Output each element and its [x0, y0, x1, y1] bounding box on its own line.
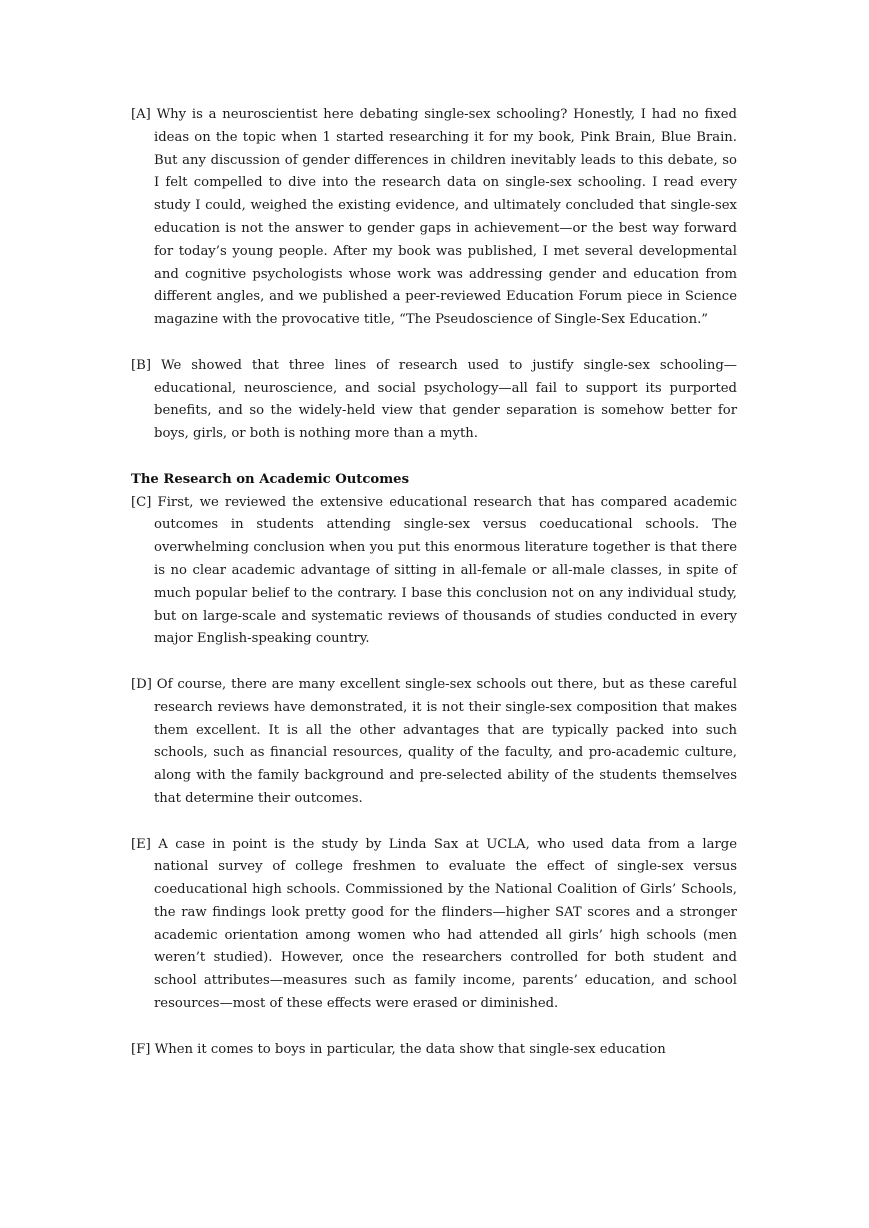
paragraph-e — [131, 834, 737, 1016]
paragraph-text: A case in point is the study by Linda Sax at UCLA, who used data from a large national survey of college freshmen to evaluate the effect of single-sex versus coeducational high schools. Commissioned by the National Coalition of Girls’ Schools, the raw findings look pretty good for the flinders—higher SAT scores and a stronger academic orientation among women who had attended all girls’ high schools (men weren’t studied). However, once the researchers controlled for both student and school attributes—measures such as family income, parents’ education, and school resources—most of these effects were erased or diminished. — [150, 836, 737, 1012]
paragraph-label: [C] — [131, 494, 152, 510]
paragraph-label: [D] — [131, 676, 152, 692]
paragraph-text: When it comes to boys in particular, the data show that single-sex education — [150, 1041, 666, 1057]
paragraph-text: Of course, there are many excellent single-sex schools out there, but as these careful research reviews have demonstrated, it is not their single-sex composition that makes them excellent. It is all the other advantages that are typically packed into such schools, such as financial resources, quality of the faculty, and pro-academic culture, along with the family background and pre-selected ability of the students themselves that determine their outcomes. — [151, 676, 737, 806]
paragraph-text: First, we reviewed the extensive educational research that has compared academic outcomes in students attending single-sex versus coeducational schools. The overwhelming conclusion when you put this enormous literature together is that there is no clear academic advantage of sitting in all-female or all-male classes, in spite of much popular belief to the contrary. I base this conclusion not on any individual study, but on large-scale and systematic reviews of thousands of studies conducted in every major English-speaking country. — [151, 494, 737, 647]
paragraph-text: Why is a neuroscientist here debating single-sex schooling? Honestly, I had no fixed ideas on the topic when 1 started researching it for my book, Pink Brain, Blue Brain. But any discussion of gender differences in children inevitably leads to this debate, so I felt compelled to dive into the research data on single-sex schooling. I read every study I could, weighed the existing evidence, and ultimately concluded that single-sex education is not the answer to gender gaps in achievement—or the best way forward for today’s young people. After my book was published, I met several developmental and cognitive psychologists whose work was addressing gender and education from different angles, and we published a peer-reviewed Education Forum piece in Science magazine with the provocative title, “The Pseudoscience of Single-Sex Education.” — [150, 107, 737, 328]
paragraph-label: [F] — [131, 1041, 151, 1057]
paragraph-label: [A] — [131, 107, 151, 122]
paragraph-label: [B] — [131, 357, 151, 373]
paragraph-label: [E] — [131, 836, 151, 852]
paragraph-c — [131, 492, 737, 652]
paragraph-b — [131, 355, 737, 446]
paragraph-a — [131, 104, 737, 332]
paragraph-text: We showed that three lines of research used to justify single-sex schooling—educational, neuroscience, and social psychology—all fail to support its purported benefits, and so the widely-held view that gender separation is somehow better for boys, girls, or both is nothing more than a myth. — [150, 357, 737, 442]
section-heading: The Research on Academic Outcomes — [131, 471, 409, 487]
paragraph-f — [131, 1039, 737, 1062]
document-page — [131, 104, 737, 1061]
paragraph-d — [131, 674, 737, 811]
